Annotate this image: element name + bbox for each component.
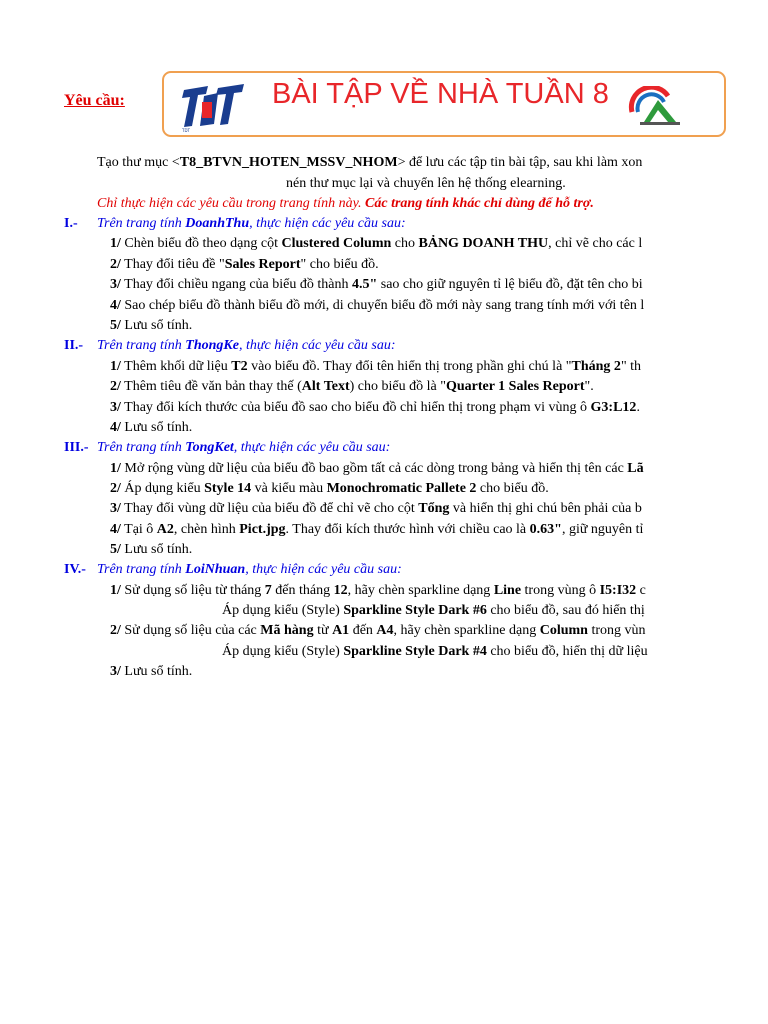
faculty-logo-icon	[628, 86, 681, 128]
task-3-2: 2/ Áp dụng kiểu Style 14 và kiểu màu Monochromatic Pallete 2 cho biểu đồ.	[110, 481, 549, 496]
section-1-number: I.-	[64, 216, 78, 231]
task-1-4: 4/ Sao chép biểu đồ thành biểu đồ mới, di chuyển biểu đồ mới này sang trang tính mới với tên l	[110, 298, 645, 313]
task-3-5: 5/ Lưu sổ tính.	[110, 542, 193, 557]
logo-caption: TDT	[182, 128, 190, 133]
task-4-2: 2/ Sử dụng số liệu của các Mã hàng từ A1 đến A4, hãy chèn sparkline dạng Column trong vùn	[110, 623, 646, 638]
task-1-5: 5/ Lưu sổ tính.	[110, 318, 193, 333]
task-1-3: 3/ Thay đổi chiều ngang của biểu đồ thành 4.5" sao cho giữ nguyên tỉ lệ biểu đồ, đặt tên cho bi	[110, 277, 643, 292]
section-4-number: IV.-	[64, 562, 86, 577]
task-1-1: 1/ Chèn biểu đồ theo dạng cột Clustered Column cho BẢNG DOANH THU, chỉ vẽ cho các l	[110, 236, 643, 251]
task-4-1-cont: Áp dụng kiểu (Style) Sparkline Style Dark #6 cho biểu đồ, sau đó hiển thị	[222, 603, 645, 618]
task-2-4: 4/ Lưu sổ tính.	[110, 420, 193, 435]
page-title: BÀI TẬP VỀ NHÀ TUẦN 8	[272, 78, 609, 110]
task-1-2: 2/ Thay đổi tiêu đề "Sales Report" cho biểu đồ.	[110, 257, 379, 272]
section-4-heading: Trên trang tính LoiNhuan, thực hiện các yêu cầu sau:	[97, 562, 402, 577]
task-2-3: 3/ Thay đổi kích thước của biểu đồ sao cho biểu đồ chỉ hiển thị trong phạm vi vùng ô G3:L12.	[110, 400, 640, 415]
task-2-1: 1/ Thêm khối dữ liệu T2 vào biểu đồ. Thay đổi tên hiển thị trong phần ghi chú là "Tháng 2" th	[110, 359, 642, 374]
intro-line-2: nén thư mục lại và chuyển lên hệ thống elearning.	[286, 176, 566, 191]
task-3-1: 1/ Mở rộng vùng dữ liệu của biểu đồ bao gồm tất cả các dòng trong bảng và hiển thị tên các Lã	[110, 461, 644, 476]
task-3-3: 3/ Thay đổi vùng dữ liệu của biểu đồ để chỉ vẽ cho cột Tổng và hiển thị ghi chú bên phải của b	[110, 501, 642, 516]
section-1-heading: Trên trang tính DoanhThu, thực hiện các yêu cầu sau:	[97, 216, 406, 231]
section-2-heading: Trên trang tính ThongKe, thực hiện các yêu cầu sau:	[97, 338, 396, 353]
task-4-1: 1/ Sử dụng số liệu từ tháng 7 đến tháng 12, hãy chèn sparkline dạng Line trong vùng ô I5:I32 c	[110, 583, 646, 598]
task-4-2-cont: Áp dụng kiểu (Style) Sparkline Style Dark #4 cho biểu đồ, hiển thị dữ liệu	[222, 644, 648, 659]
section-3-heading: Trên trang tính TongKet, thực hiện các yêu cầu sau:	[97, 440, 391, 455]
intro-note: Chỉ thực hiện các yêu cầu trong trang tính này. Các trang tính khác chỉ dùng để hỗ trợ.	[97, 196, 594, 211]
task-4-3: 3/ Lưu sổ tính.	[110, 664, 193, 679]
intro-line-1: Tạo thư mục <T8_BTVN_HOTEN_MSSV_NHOM> để lưu các tập tin bài tập, sau khi làm xon	[97, 155, 643, 170]
task-2-2: 2/ Thêm tiêu đề văn bản thay thế (Alt Text) cho biểu đồ là "Quarter 1 Sales Report".	[110, 379, 594, 394]
section-2-number: II.-	[64, 338, 84, 353]
task-3-4: 4/ Tại ô A2, chèn hình Pict.jpg. Thay đổi kích thước hình với chiều cao là 0.63", giữ nguyên tỉ	[110, 522, 644, 537]
section-3-number: III.-	[64, 440, 89, 455]
yeu-cau-label: Yêu cầu:	[64, 92, 125, 109]
